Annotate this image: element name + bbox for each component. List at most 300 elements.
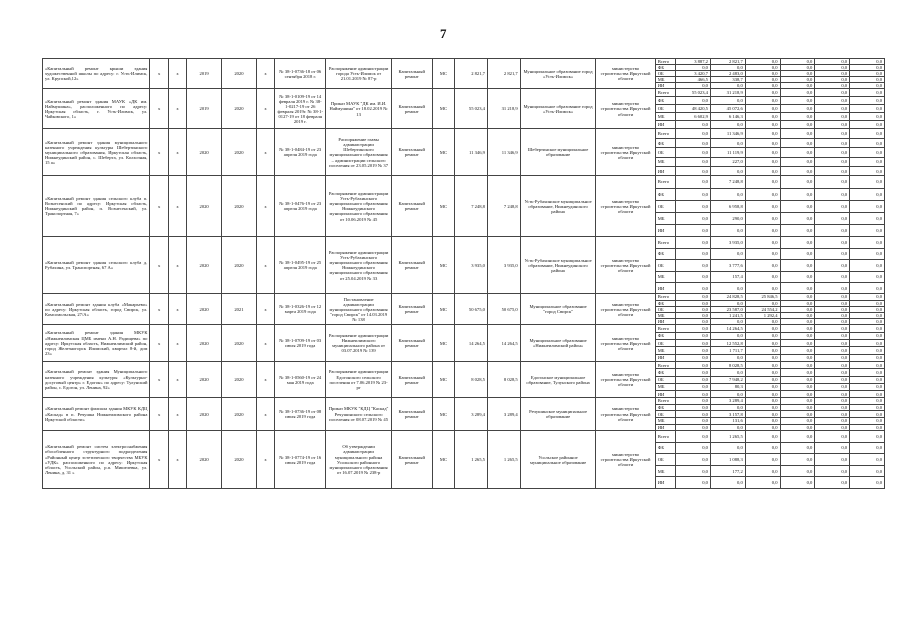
funding-value-cell: 0,0 [850, 376, 885, 383]
funding-value-cell: 0,0 [850, 89, 885, 97]
funding-value-cell: 0,0 [745, 83, 780, 89]
funding-value-cell: 0,0 [676, 138, 711, 147]
funding-value-cell: 0,0 [745, 477, 780, 489]
funding-value-cell: 0,0 [745, 424, 780, 431]
funding-source-label: ИИ [655, 167, 675, 176]
funding-value-cell: 0,0 [815, 200, 850, 212]
decision-cell: Распоряжение администрации города Усть-Илимск от 21.01.2019 № 87-р [326, 59, 391, 89]
funding-value-cell: 0,0 [815, 167, 850, 176]
funding-value-cell: 0,0 [745, 383, 780, 390]
funding-value-cell: 0,0 [780, 83, 815, 89]
funding-value-cell: 1 088,3 [710, 454, 745, 466]
funding-value-cell: 0,0 [745, 65, 780, 71]
expertise-doc-cell: № 38-1-0495-19 от 25 апреля 2019 года [275, 237, 326, 294]
funding-value-cell: 0,0 [745, 325, 780, 332]
funding-value-cell: 0,0 [745, 138, 780, 147]
estimated-cost-cell: 11 346,9 [455, 129, 488, 176]
funding-value-cell: 0,0 [850, 340, 885, 347]
funding-value-cell: 0,0 [745, 354, 780, 361]
funding-value-cell: 24 828,5 [710, 294, 745, 300]
funding-value-cell: 0,0 [710, 442, 745, 454]
funding-value-cell: 0,0 [780, 71, 815, 77]
funding-value-cell: 0,0 [815, 225, 850, 237]
funding-value-cell: 0,0 [745, 332, 780, 339]
funding-value-cell: 55 023,4 [676, 89, 711, 97]
funding-source-label: ОБ [655, 260, 675, 271]
funding-value-cell: 0,0 [676, 404, 711, 411]
funding-source-label: ОБ [655, 454, 675, 466]
remaining-cost-cell: 3 289,4 [487, 398, 520, 431]
table-row [43, 398, 885, 405]
mark-cell-3: х [256, 176, 274, 237]
funding-value-cell: 0,0 [676, 282, 711, 293]
funding-value-cell: 0,0 [815, 300, 850, 306]
decision-cell: Распоряжение администрации Нижнеилимского муниципального района от 03.07.2019 № 139 [326, 325, 391, 362]
funding-value-cell: 0,0 [710, 138, 745, 147]
funding-value-cell: 0,0 [815, 260, 850, 271]
funding-value-cell: 0,0 [815, 424, 850, 431]
funding-value-cell: 0,0 [676, 369, 711, 376]
start-year-cell: 2019 [187, 89, 222, 129]
remaining-cost-cell: 8 028,5 [487, 362, 520, 398]
mark-cell-1: х [150, 294, 168, 325]
funding-value-cell: 0,0 [745, 300, 780, 306]
table-row [43, 431, 885, 443]
funding-value-cell: 0,0 [676, 300, 711, 306]
recipient-cell: Муниципальное образование город «Усть-Илимск» [520, 89, 596, 129]
funding-value-cell: 0,0 [745, 431, 780, 443]
mark-cell-1: х [150, 398, 168, 431]
funding-value-cell: 24 554,2 [745, 306, 780, 312]
funding-value-cell: 2 821,7 [710, 59, 745, 65]
funding-value-cell: 0,0 [850, 454, 885, 466]
funding-value-cell: 0,0 [676, 390, 711, 397]
object-name-cell: «Капитальный ремонт здания муниципального казенного учреждения культуры Шебертинского муниципального образования, Иркутская область, Нижнеудинский район, с. Шеберта, ул. Колхозная, 15 а» [43, 129, 150, 176]
funding-value-cell: 0,0 [815, 332, 850, 339]
funding-source-label: МБ [655, 212, 675, 224]
estimated-cost-cell: 50 675,0 [455, 294, 488, 325]
estimated-cost-cell: 8 028,5 [455, 362, 488, 398]
funding-source-label: ОБ [655, 148, 675, 157]
mark-cell-3: х [256, 325, 274, 362]
mark-cell-1: х [150, 362, 168, 398]
funding-value-cell: 0,0 [780, 325, 815, 332]
funding-source-label: ИИ [655, 225, 675, 237]
object-name-cell: «Капитальный ремонт здания МКУК «Нижнеилимская ЦМБ имени А.Н. Радищева» по адресу: Иркутская область, Нижнеилимский район, город Железногорск Илимский, квартал 8-й, дом 23» [43, 325, 150, 362]
end-year-cell: 2020 [222, 325, 257, 362]
funding-value-cell: 0,0 [815, 362, 850, 369]
funding-value-cell: 0,0 [850, 325, 885, 332]
funding-value-cell: 0,0 [676, 477, 711, 489]
funding-value-cell: 0,0 [815, 376, 850, 383]
funding-value-cell: 0,0 [780, 376, 815, 383]
work-type-cell: Капитальный ремонт [391, 294, 432, 325]
funding-value-cell: 0,0 [745, 105, 780, 113]
funding-value-cell: 0,0 [710, 424, 745, 431]
funding-source-label: ОБ [655, 200, 675, 212]
funding-value-cell: 0,0 [745, 200, 780, 212]
expertise-doc-cell: № 38-1-0774-19 от 16 июля 2019 года [275, 431, 326, 489]
funding-value-cell: 0,0 [780, 347, 815, 354]
funding-source-label: Всего [655, 89, 675, 97]
funding-source-label: ФБ [655, 188, 675, 200]
funding-value-cell: 0,0 [815, 271, 850, 282]
funding-value-cell: 0,0 [745, 369, 780, 376]
funding-value-cell: 0,0 [850, 71, 885, 77]
mark-cell-3: х [256, 362, 274, 398]
funding-source-label: ФБ [655, 300, 675, 306]
funding-value-cell: 0,0 [780, 97, 815, 105]
funding-value-cell: 0,0 [850, 200, 885, 212]
funding-source-label: ФБ [655, 404, 675, 411]
funding-value-cell: 0,0 [710, 319, 745, 325]
funding-value-cell: 0,0 [815, 105, 850, 113]
funding-value-cell: 0,0 [780, 188, 815, 200]
funding-value-cell: 0,0 [745, 319, 780, 325]
customer-cell: министерство строительства Иркутской области [596, 129, 655, 176]
funding-value-cell: 0,0 [676, 347, 711, 354]
start-year-cell: 2019 [187, 59, 222, 89]
mark-cell-3: х [256, 294, 274, 325]
funding-value-cell: 0,0 [676, 129, 711, 138]
recipient-cell: Усольское районное муниципальное образование [520, 431, 596, 489]
funding-value-cell: 0,0 [676, 225, 711, 237]
funding-value-cell: 0,0 [850, 306, 885, 312]
start-year-cell: 2020 [187, 237, 222, 294]
funding-value-cell: 0,0 [780, 225, 815, 237]
funding-value-cell: 0,0 [850, 294, 885, 300]
funding-value-cell: 0,0 [780, 417, 815, 424]
funding-value-cell: 0,0 [676, 411, 711, 418]
funding-value-cell: 0,0 [850, 121, 885, 129]
table-row [43, 237, 885, 248]
funding-value-cell: 0,0 [676, 157, 711, 166]
mark-cell-3: х [256, 237, 274, 294]
funding-value-cell: 0,0 [850, 77, 885, 83]
remaining-cost-cell: 31 218,9 [487, 89, 520, 129]
funding-value-cell: 0,0 [815, 325, 850, 332]
expertise-doc-cell: № 38-1-0109-19 от 14 февраля 2019 г. № 38-1-0217-19 от 26 февраля 2019г. № 38-1-0127-19 от 18 февраля 2019 г. [275, 89, 326, 129]
work-type-cell: Капитальный ремонт [391, 129, 432, 176]
end-year-cell: 2020 [222, 176, 257, 237]
funding-value-cell: 0,0 [815, 465, 850, 477]
funding-value-cell: 0,0 [815, 113, 850, 121]
funding-value-cell: 290,0 [710, 212, 745, 224]
funding-value-cell: 0,0 [780, 404, 815, 411]
end-year-cell: 2020 [222, 129, 257, 176]
funding-value-cell: 0,0 [780, 157, 815, 166]
funding-value-cell: 0,0 [745, 188, 780, 200]
funding-value-cell: 131,6 [710, 417, 745, 424]
mark-cell-1: х [150, 59, 168, 89]
funding-value-cell: 0,0 [815, 306, 850, 312]
funding-value-cell: 0,0 [780, 237, 815, 248]
funding-value-cell: 0,0 [850, 212, 885, 224]
funding-value-cell: 0,0 [780, 65, 815, 71]
funding-value-cell: 0,0 [710, 225, 745, 237]
funding-value-cell: 3 887,2 [676, 59, 711, 65]
table-row [43, 362, 885, 369]
customer-cell: министерство строительства Иркутской области [596, 362, 655, 398]
funding-value-cell: 0,0 [850, 431, 885, 443]
object-name-cell: «Капитальный ремонт здания МАУК «ДК им. Наймушина», расположенного по адресу: Иркутская область, г. Усть-Илимск, ул. Чайковского, 1» [43, 89, 150, 129]
funding-value-cell: 0,0 [745, 465, 780, 477]
estimated-cost-cell: 2 821,7 [455, 59, 488, 89]
funding-value-cell: 25 846,5 [745, 294, 780, 300]
funding-source-label: МБ [655, 383, 675, 390]
funding-value-cell: 0,0 [676, 200, 711, 212]
funding-value-cell: 0,0 [815, 417, 850, 424]
funding-value-cell: 1 711,7 [710, 347, 745, 354]
customer-cell: министерство строительства Иркутской области [596, 89, 655, 129]
funding-value-cell: 14 264,5 [710, 325, 745, 332]
funding-value-cell: 0,0 [676, 65, 711, 71]
funding-source-label: ИИ [655, 390, 675, 397]
end-year-cell: 2020 [222, 398, 257, 431]
funding-value-cell: 0,0 [850, 157, 885, 166]
funding-source-label: МБ [655, 417, 675, 424]
funding-value-cell: 0,0 [676, 424, 711, 431]
work-type-cell: Капитальный ремонт [391, 398, 432, 431]
funding-value-cell: 0,0 [815, 347, 850, 354]
funding-value-cell: 0,0 [676, 383, 711, 390]
funding-value-cell: 177,2 [710, 465, 745, 477]
funding-value-cell: 0,0 [676, 248, 711, 259]
end-year-cell: 2020 [222, 89, 257, 129]
funding-value-cell: 0,0 [710, 97, 745, 105]
funding-value-cell: 0,0 [780, 248, 815, 259]
funding-value-cell: 0,0 [745, 71, 780, 77]
recipient-cell: Едогонское муниципальное образование, Тулунского района [520, 362, 596, 398]
funding-value-cell: 1 265,5 [710, 431, 745, 443]
funding-source-label: ОБ [655, 71, 675, 77]
funding-source-label: ИИ [655, 83, 675, 89]
start-year-cell: 2020 [187, 362, 222, 398]
funding-value-cell: 0,0 [676, 212, 711, 224]
funding-value-cell: 0,0 [710, 188, 745, 200]
funding-value-cell: 0,0 [850, 225, 885, 237]
funding-value-cell: 0,0 [780, 89, 815, 97]
funding-value-cell: 1 241,5 [710, 312, 745, 318]
funding-value-cell: 0,0 [745, 376, 780, 383]
table-body [43, 59, 885, 489]
funding-value-cell: 0,0 [676, 354, 711, 361]
funding-value-cell: 0,0 [745, 411, 780, 418]
funding-value-cell: 0,0 [780, 121, 815, 129]
funding-value-cell: 0,0 [815, 390, 850, 397]
funding-value-cell: 0,0 [850, 65, 885, 71]
funding-value-cell: 0,0 [676, 332, 711, 339]
decision-cell: Постановление администрации муниципального образования "город Свирск" от 14.03.2019 № 138 [326, 294, 391, 325]
funding-source-label: Всего [655, 398, 675, 405]
funding-value-cell: 0,0 [815, 383, 850, 390]
work-type-cell: Капитальный ремонт [391, 59, 432, 89]
funding-value-cell: 0,0 [850, 424, 885, 431]
work-type-cell: Капитальный ремонт [391, 89, 432, 129]
funding-value-cell: 0,0 [745, 362, 780, 369]
funding-value-cell: 0,0 [676, 376, 711, 383]
funding-value-cell: 0,0 [815, 442, 850, 454]
funding-value-cell: 11 346,9 [710, 129, 745, 138]
funding-value-cell: 0,0 [745, 121, 780, 129]
funding-value-cell: 0,0 [745, 442, 780, 454]
funding-value-cell: 45 072,6 [710, 105, 745, 113]
funding-value-cell: 0,0 [815, 354, 850, 361]
remaining-cost-cell: 14 264,5 [487, 325, 520, 362]
customer-cell: министерство строительства Иркутской области [596, 59, 655, 89]
funding-value-cell: 0,0 [745, 347, 780, 354]
funding-value-cell: 0,0 [780, 362, 815, 369]
funding-value-cell: 7 948,2 [710, 376, 745, 383]
page-number: 7 [440, 26, 447, 41]
investment-objects-table [42, 58, 885, 489]
funding-value-cell: 0,0 [850, 129, 885, 138]
decision-cell: Приказ МКУК "КДЦ "Каскад" Речушинского сельского поселения от 08.07.2019 № 45 [326, 398, 391, 431]
funding-value-cell: 0,0 [780, 129, 815, 138]
funding-value-cell: 0,0 [710, 390, 745, 397]
recipient-cell: Шебертинское муниципальное образование [520, 129, 596, 176]
ownership-cell: МС [432, 89, 455, 129]
funding-value-cell: 0,0 [850, 417, 885, 424]
funding-value-cell: 0,0 [815, 431, 850, 443]
funding-value-cell: 0,0 [815, 312, 850, 318]
funding-value-cell: 0,0 [676, 398, 711, 405]
funding-value-cell: 0,0 [676, 312, 711, 318]
funding-value-cell: 1 292,4 [745, 312, 780, 318]
funding-value-cell: 0,0 [780, 306, 815, 312]
table-row [43, 89, 885, 97]
table-row [43, 325, 885, 332]
start-year-cell: 2020 [187, 294, 222, 325]
funding-value-cell: 0,0 [850, 176, 885, 188]
ownership-cell: МС [432, 294, 455, 325]
funding-value-cell: 0,0 [780, 260, 815, 271]
decision-cell: Об утверждении администрации муниципального района Усольского районного муниципального образования от 16.07.2019 № 238-р [326, 431, 391, 489]
funding-value-cell: 0,0 [745, 454, 780, 466]
funding-value-cell: 3 157,8 [710, 411, 745, 418]
ownership-cell: МС [432, 325, 455, 362]
funding-value-cell: 0,0 [676, 260, 711, 271]
mark-cell-1: х [150, 129, 168, 176]
object-name-cell: «Капитальный ремонт здания клуба «Макарьево» по адресу: Иркутская область, город Свирск, ул. Комсомольская, 27/А» [43, 294, 150, 325]
funding-value-cell: 23 587,0 [710, 306, 745, 312]
ownership-cell: МС [432, 176, 455, 237]
funding-value-cell: 0,0 [780, 113, 815, 121]
funding-source-label: ОБ [655, 411, 675, 418]
remaining-cost-cell: 7 248,8 [487, 176, 520, 237]
funding-value-cell: 0,0 [850, 477, 885, 489]
end-year-cell: 2020 [222, 431, 257, 489]
mark-cell-2: х [168, 294, 186, 325]
funding-value-cell: 3 777,6 [710, 260, 745, 271]
funding-source-label: ФБ [655, 332, 675, 339]
end-year-cell: 2020 [222, 362, 257, 398]
funding-source-label: ИИ [655, 282, 675, 293]
remaining-cost-cell: 1 265,5 [487, 431, 520, 489]
funding-value-cell: 2 483,0 [710, 71, 745, 77]
funding-value-cell: 0,0 [815, 212, 850, 224]
funding-source-label: ФБ [655, 442, 675, 454]
mark-cell-1: х [150, 431, 168, 489]
start-year-cell: 2020 [187, 129, 222, 176]
decision-cell: Распоряжение главы администрации Шебертинского муниципального образования – администрации сельского поселения от 23.05.2019 № 37 [326, 129, 391, 176]
funding-value-cell: 0,0 [780, 465, 815, 477]
funding-value-cell: 0,0 [745, 167, 780, 176]
funding-value-cell: 0,0 [850, 390, 885, 397]
funding-value-cell: 0,0 [710, 83, 745, 89]
funding-value-cell: 0,0 [815, 248, 850, 259]
funding-value-cell: 0,0 [780, 319, 815, 325]
remaining-cost-cell: 11 346,9 [487, 129, 520, 176]
funding-value-cell: 0,0 [815, 411, 850, 418]
funding-source-label: Всего [655, 325, 675, 332]
funding-value-cell: 0,0 [780, 442, 815, 454]
funding-value-cell: 0,0 [780, 340, 815, 347]
funding-value-cell: 0,0 [850, 319, 885, 325]
funding-value-cell: 0,0 [676, 271, 711, 282]
funding-value-cell: 0,0 [850, 237, 885, 248]
end-year-cell: 2021 [222, 294, 257, 325]
funding-value-cell: 0,0 [780, 411, 815, 418]
work-type-cell: Капитальный ремонт [391, 325, 432, 362]
funding-value-cell: 0,0 [676, 148, 711, 157]
funding-value-cell: 0,0 [676, 442, 711, 454]
funding-value-cell: 0,0 [815, 138, 850, 147]
funding-value-cell: 0,0 [850, 362, 885, 369]
funding-source-label: ОБ [655, 340, 675, 347]
funding-value-cell: 12 552,8 [710, 340, 745, 347]
start-year-cell: 2020 [187, 431, 222, 489]
funding-value-cell: 0,0 [745, 89, 780, 97]
funding-value-cell: 0,0 [815, 282, 850, 293]
funding-value-cell: 0,0 [780, 454, 815, 466]
funding-value-cell: 0,0 [850, 347, 885, 354]
mark-cell-2: х [168, 362, 186, 398]
funding-value-cell: 0,0 [676, 306, 711, 312]
funding-value-cell: 0,0 [745, 417, 780, 424]
mark-cell-3: х [256, 59, 274, 89]
funding-value-cell: 0,0 [850, 113, 885, 121]
work-type-cell: Капитальный ремонт [391, 176, 432, 237]
customer-cell: министерство строительства Иркутской области [596, 176, 655, 237]
funding-value-cell: 0,0 [745, 212, 780, 224]
funding-value-cell: 0,0 [745, 97, 780, 105]
mark-cell-2: х [168, 325, 186, 362]
funding-value-cell: 0,0 [780, 77, 815, 83]
funding-value-cell: 0,0 [815, 454, 850, 466]
ownership-cell: МС [432, 59, 455, 89]
funding-value-cell: 0,0 [780, 176, 815, 188]
funding-source-label: ИИ [655, 319, 675, 325]
funding-value-cell: 0,0 [676, 121, 711, 129]
remaining-cost-cell: 50 675,0 [487, 294, 520, 325]
funding-source-label: ОБ [655, 306, 675, 312]
funding-value-cell: 0,0 [745, 77, 780, 83]
funding-value-cell: 0,0 [780, 369, 815, 376]
funding-value-cell: 0,0 [815, 340, 850, 347]
funding-value-cell: 0,0 [676, 319, 711, 325]
funding-value-cell: 0,0 [780, 312, 815, 318]
funding-value-cell: 0,0 [745, 157, 780, 166]
funding-value-cell: 0,0 [745, 340, 780, 347]
funding-source-label: Всего [655, 237, 675, 248]
funding-value-cell: 0,0 [850, 167, 885, 176]
funding-value-cell: 8 028,5 [710, 362, 745, 369]
recipient-cell: Речушинское муниципальное образование [520, 398, 596, 431]
funding-source-label: Всего [655, 59, 675, 65]
table-row [43, 129, 885, 138]
funding-value-cell: 0,0 [780, 354, 815, 361]
